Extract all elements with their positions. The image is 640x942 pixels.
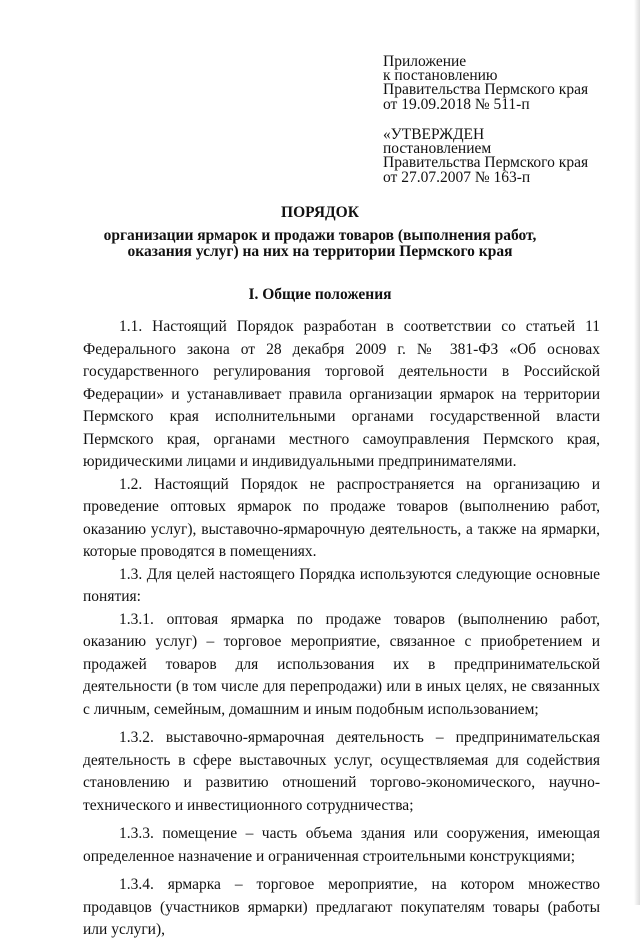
paragraph-1-3-1: 1.3.1. оптовая ярмарка по продаже товаров (выполнению работ, оказанию услуг) – торговое мероприятие, связанное с приобретением и продажей товаров для использования их в предпринимательской деятельности (в том числе для перепродажи) или в иных целях, не связанных с личным, семейным, домашним и иным подобным использованием; — [83, 610, 600, 718]
document-subtitle-line: организации ярмарок и продажи товаров (выполнения работ, — [103, 227, 537, 244]
section-heading: I. Общие положения — [248, 286, 392, 303]
paragraph-1-3-4: 1.3.4. ярмарка – торговое мероприятие, на котором множество продавцов (участников ярмарки) предлагают покупателям товары (работы или услуги), — [83, 876, 600, 938]
page-edge — [634, 0, 640, 905]
appendix-line: от 19.09.2018 № 511-п — [383, 95, 530, 113]
paragraph-1-1: 1.1. Настоящий Порядок разработан в соответствии со статьей 11 Федерального закона от 28 декабря 2009 г. № 381-ФЗ «Об основах государственного регулирования торговой деятельности в Российской Федерации» и устанавливает правила организации ярмарок на территории Пермского края исполнительными органами государственной власти Пермского края, органами местного самоуправления Пермского края, юридическими лицами и индивидуальными предпринимателями. — [83, 318, 600, 470]
paragraph-1-3-3: 1.3.3. помещение – часть объема здания или сооружения, имеющая определенное назначение и ограниченная строительными конструкциями; — [83, 825, 600, 865]
approved-line: от 27.07.2007 № 163-п — [383, 168, 531, 186]
appendix-line: к постановлению — [383, 67, 498, 85]
approved-line: Правительства Пермского края — [383, 154, 589, 172]
approval-stamp-text — [383, 128, 623, 185]
appendix-line: Приложение — [383, 53, 467, 70]
approved-line: постановлением — [383, 140, 492, 158]
paragraph-1-3-2: 1.3.2. выставочно-ярмарочная деятельность – предпринимательская деятельность в сфере выставочных услуг, осуществляемая для содействия становлению и развитию отношений торгово-экономического, научно-технического и инвестиционного сотрудничества; — [83, 729, 600, 814]
document-body — [83, 316, 600, 942]
paragraph-1-2: 1.2. Настоящий Порядок не распространяется на организацию и проведение оптовых ярмарок по продаже товаров (выполнению работ, оказанию услуг), выставочно-ярмарочную деятельность, а также на ярмарки, которые проводятся в помещениях. — [83, 475, 600, 560]
appendix-line: Правительства Пермского края — [383, 81, 589, 99]
paragraph-1-3: 1.3. Для целей настоящего Порядка используются следующие основные понятия: — [83, 565, 600, 605]
approved-line: «УТВЕРЖДЕН — [383, 126, 485, 143]
document-title: ПОРЯДОК — [281, 204, 359, 221]
document-subtitle-line: оказания услуг) на них на территории Пермского края — [127, 243, 513, 260]
appendix-header — [383, 55, 623, 112]
